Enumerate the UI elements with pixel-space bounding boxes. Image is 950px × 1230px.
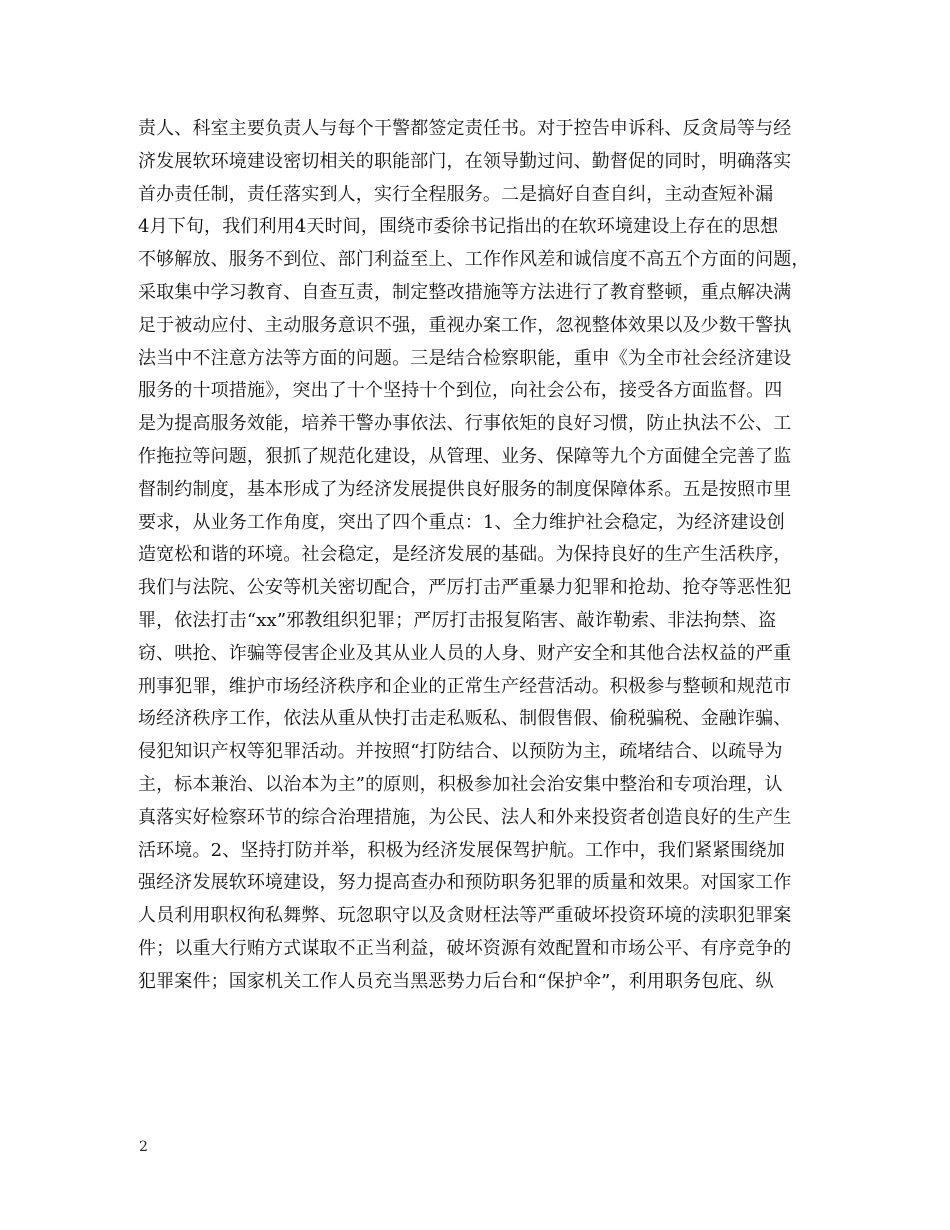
text-line: 罪，依法打击“xx”邪教组织犯罪；严厉打击报复陷害、敲诈勒索、非法拘禁、盗	[138, 609, 777, 631]
text-line: 是为提高服务效能，培养干警办事依法、行事依矩的良好习惯，防止执法不公、工	[138, 413, 792, 435]
text-line: 督制约制度，基本形成了为经济发展提供良好服务的制度保障体系。五是按照市里	[138, 478, 792, 500]
text-line: 造宽松和谐的环境。社会稳定，是经济发展的基础。为保持良好的生产生活秩序，	[138, 544, 792, 566]
text-line: 首办责任制，责任落实到人，实行全程服务。二是搞好自查自纠，主动查短补漏	[138, 183, 774, 205]
text-line: 人员利用职权徇私舞弊、玩忽职守以及贪财枉法等严重破坏投资环境的渎职犯罪案	[138, 905, 792, 927]
text-line: 不够解放、服务不到位、部门利益至上、工作作风差和诚信度不高五个方面的问题，	[138, 249, 810, 271]
text-line: 济发展软环境建设密切相关的职能部门，在领导勤过问、勤督促的同时，明确落实	[138, 150, 792, 172]
text-line: 活环境。2、坚持打防并举，积极为经济发展保驾护航。工作中，我们紧紧围绕加	[138, 839, 785, 861]
text-line: 强经济发展软环境建设，努力提高查办和预防职务犯罪的质量和效果。对国家工作	[138, 872, 792, 894]
text-line: 犯罪案件；国家机关工作人员充当黑恶势力后台和“保护伞”，利用职务包庇、纵	[138, 970, 774, 992]
text-line: 作拖拉等问题，狠抓了规范化建设，从管理、业务、保障等九个方面健全完善了监	[138, 445, 792, 467]
text-line: 刑事犯罪，维护市场经济秩序和企业的正常生产经营活动。积极参与整顿和规范市	[138, 675, 792, 697]
text-line: 侵犯知识产权等犯罪活动。并按照“打防结合、以预防为主，疏堵结合、以疏导为	[138, 741, 783, 763]
text-line: 我们与法院、公安等机关密切配合，严厉打击严重暴力犯罪和抢劫、抢夺等恶性犯	[138, 577, 792, 599]
text-line: 真落实好检察环节的综合治理措施，为公民、法人和外来投资者创造良好的生产生	[138, 806, 792, 828]
text-line: 场经济秩序工作，依法从重从快打击走私贩私、制假售假、偷税骗税、金融诈骗、	[138, 708, 792, 730]
text-line: 服务的十项措施》，突出了十个坚持十个到位，向社会公布，接受各方面监督。四	[138, 380, 783, 402]
text-line: 采取集中学习教育、自查互责，制定整改措施等方法进行了教育整顿，重点解决满	[138, 281, 792, 303]
text-line: 4月下旬，我们利用4天时间，围绕市委徐书记指出的在软环境建设上存在的思想	[138, 216, 779, 238]
text-line: 法当中不注意方法等方面的问题。三是结合检察职能，重申《为全市社会经济建设	[138, 347, 792, 369]
text-line: 窃、哄抢、诈骗等侵害企业及其从业人员的人身、财产安全和其他合法权益的严重	[138, 642, 792, 664]
body-text	[138, 113, 818, 999]
text-line: 件；以重大行贿方式谋取不正当利益，破坏资源有效配置和市场公平、有序竞争的	[138, 937, 792, 959]
text-line: 要求，从业务工作角度，突出了四个重点：1、全力维护社会稳定，为经济建设创	[138, 511, 785, 533]
text-line: 足于被动应付、主动服务意识不强，重视办案工作，忽视整体效果以及少数干警执	[138, 314, 792, 336]
page-number: 2	[139, 1139, 148, 1155]
text-line: 责人、科室主要负责人与每个干警都签定责任书。对于控告申诉科、反贪局等与经	[138, 118, 792, 139]
text-line: 主，标本兼治、以治本为主”的原则，积极参加社会治安集中整治和专项治理，认	[138, 773, 783, 795]
